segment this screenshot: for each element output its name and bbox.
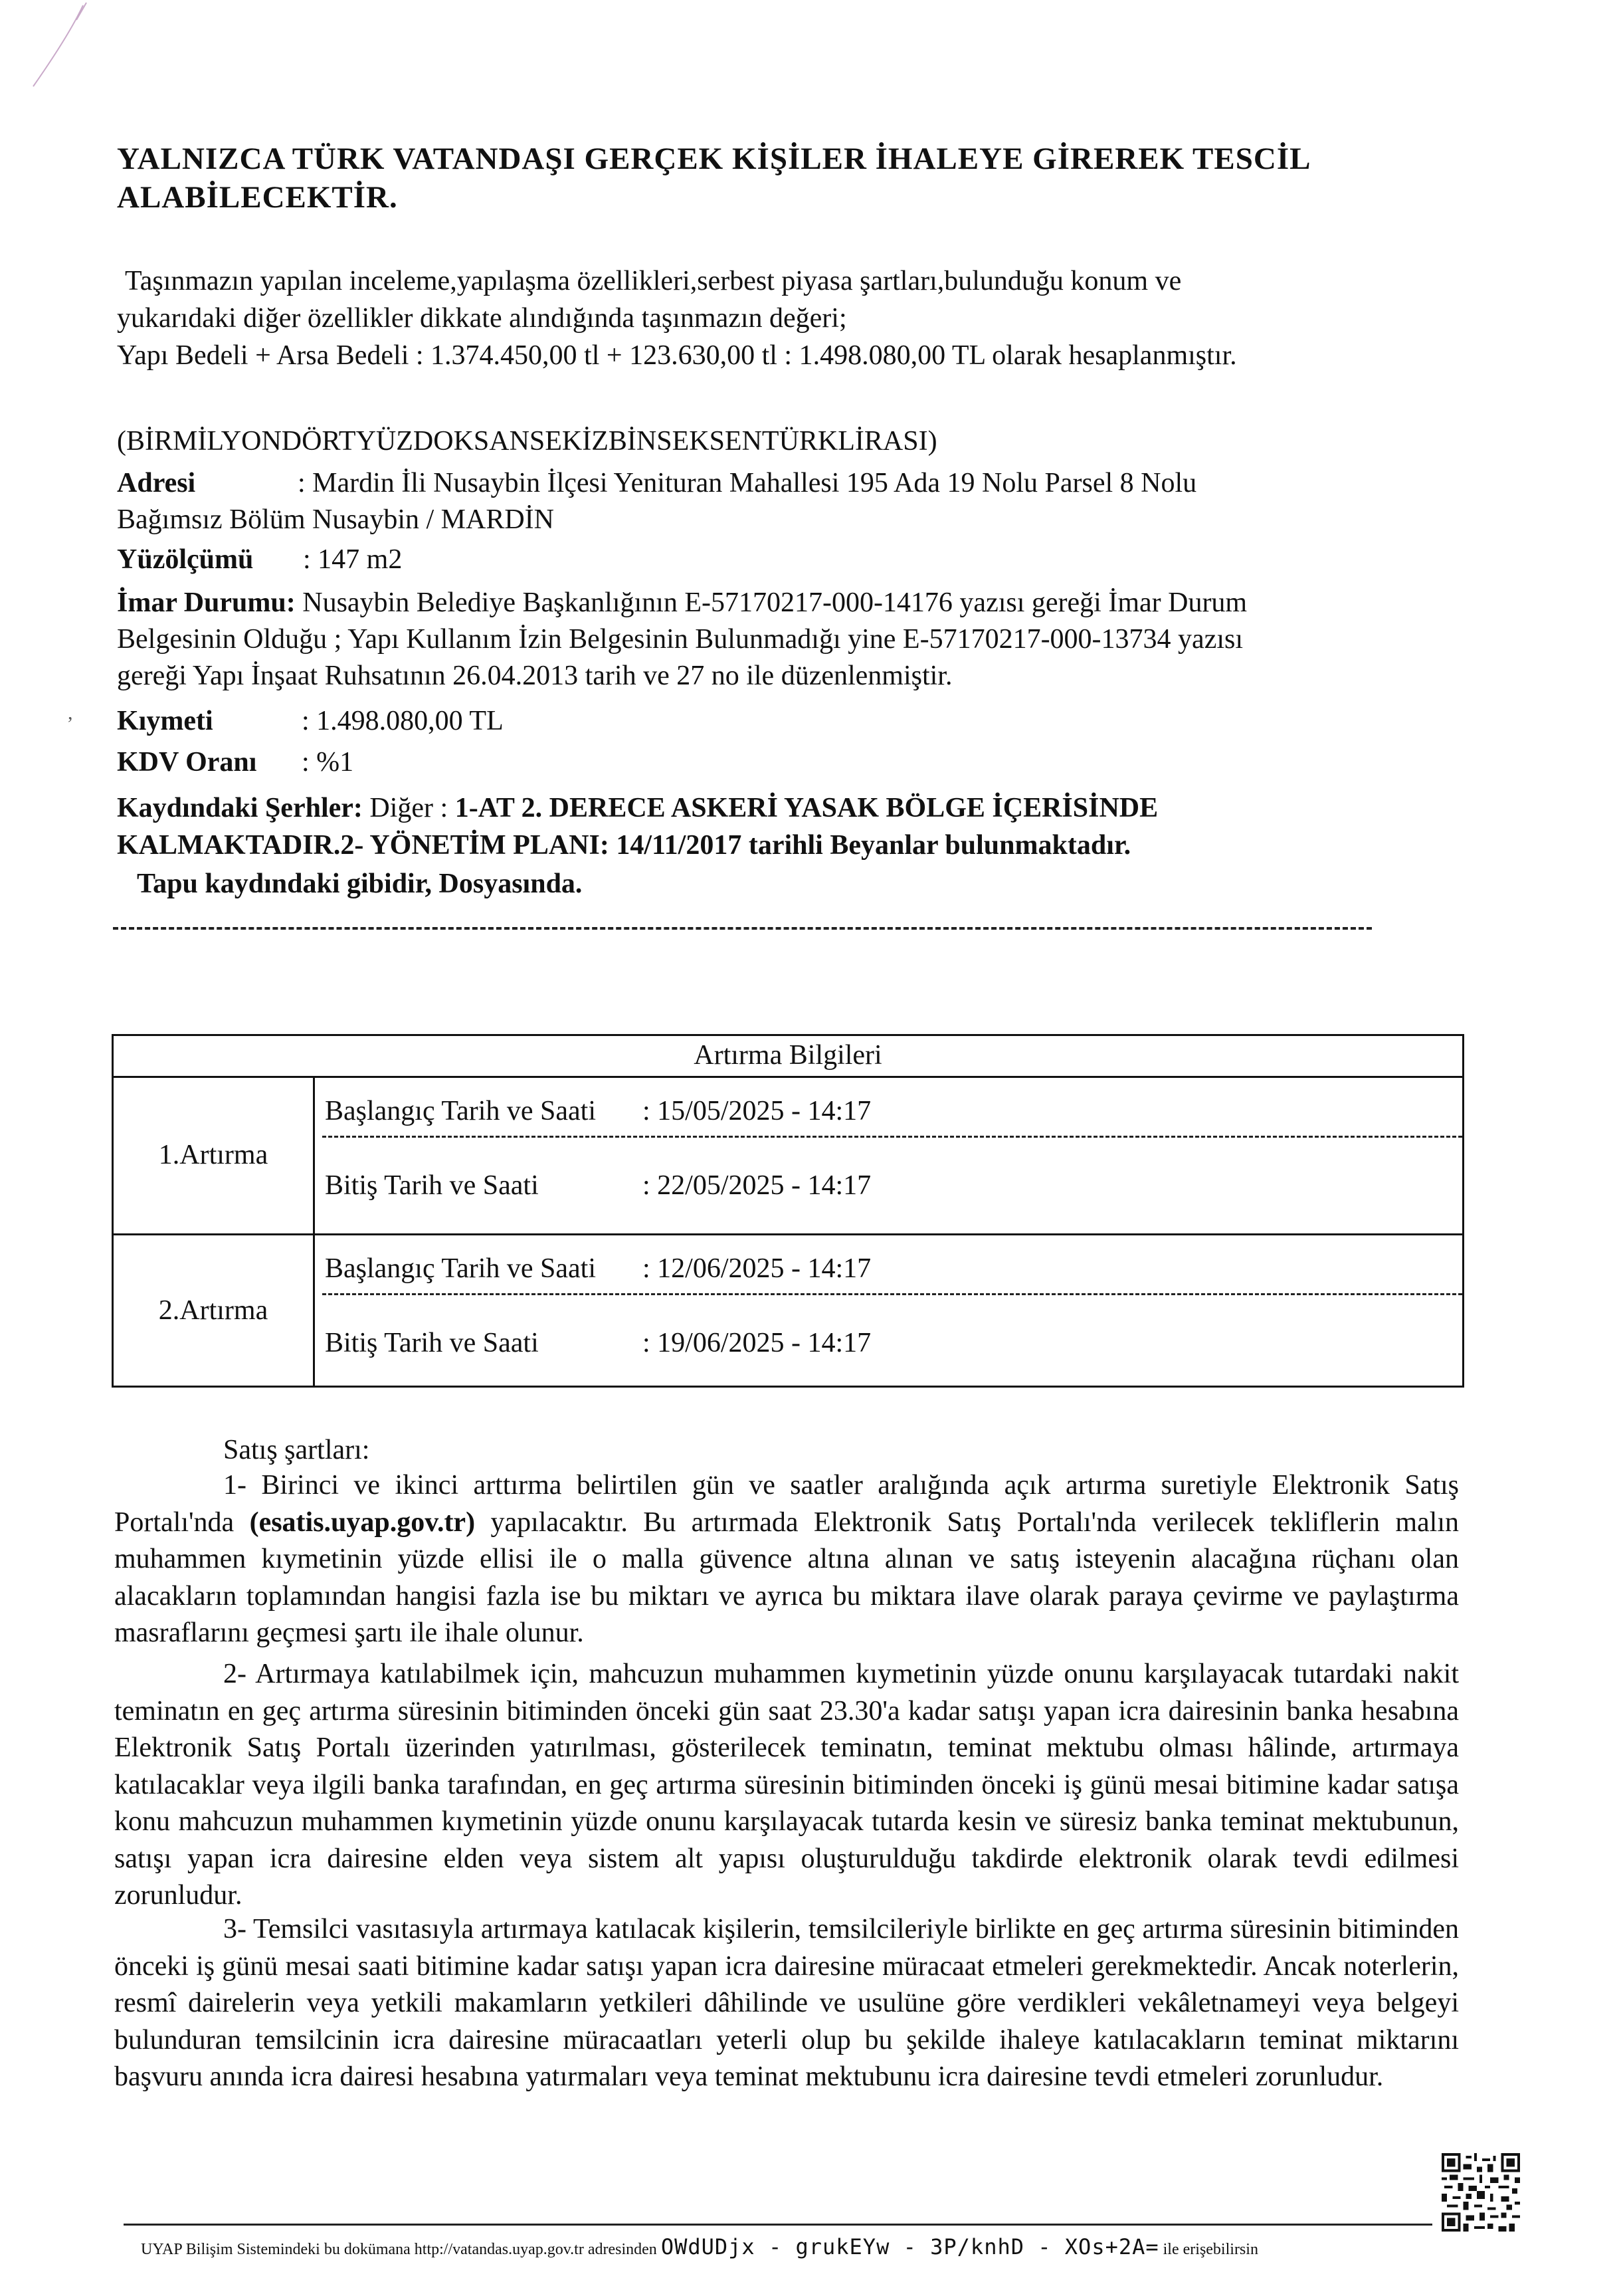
- serhler-label: Kaydındaki Şerhler:: [117, 793, 363, 823]
- start-value: : 15/05/2025 - 14:17: [642, 1096, 872, 1126]
- footer-rule: [124, 2224, 1432, 2226]
- footer-verification: [141, 2234, 1258, 2259]
- kiymet-label: Kıymeti: [117, 706, 213, 736]
- auction-row-1-label: 1.Artırma: [114, 1076, 315, 1233]
- auction-row-1: [114, 1076, 1462, 1235]
- warning-header: [117, 140, 1379, 217]
- adres-value-2: Bağımsız Bölüm Nusaybin / MARDİN: [117, 504, 554, 535]
- valuation-line-1: Taşınmazın yapılan inceleme,yapılaşma özellikleri,serbest piyasa şartları,bulunduğu konum ve: [125, 266, 1182, 296]
- end-label: Bitiş Tarih ve Saati: [325, 1328, 539, 1358]
- yuzolcumu-value: : 147 m2: [303, 544, 403, 575]
- auction-row-1-separator: [322, 1136, 1462, 1138]
- imar-value-2: Belgesinin Olduğu ; Yapı Kullanım İzin Belgesinin Bulunmadığı yine E-57170217-000-13734 yazısı: [117, 624, 1244, 655]
- auction-row-2-start: [325, 1252, 1456, 1285]
- auction-row-2: [114, 1233, 1462, 1388]
- adres-value-1: : Mardin İli Nusaybin İlçesi Yenituran Mahallesi 195 Ada 19 Nolu Parsel 8 Nolu: [298, 468, 1197, 498]
- serhler-value-c: KALMAKTADIR.2- YÖNETİM PLANI: 14/11/2017 tarihli Beyanlar bulunmaktadır.: [117, 830, 1131, 861]
- auction-row-2-label: 2.Artırma: [114, 1233, 315, 1388]
- tapu-note: Tapu kaydındaki gibidir, Dosyasında.: [137, 869, 583, 899]
- scan-stray-mark: ,: [68, 702, 73, 724]
- condition-1-text-a: 1- Birinci ve ikinci arttırma belirtilen gün ve saatler aralığında açık artırma suretiyle Elektronik Satış Portalı'nda: [114, 1470, 1459, 1538]
- valuation-line-3: Yapı Bedeli + Arsa Bedeli : 1.374.450,00 tl + 123.630,00 tl : 1.498.080,00 TL olarak hesaplanmıştır.: [117, 340, 1237, 371]
- condition-2: 2- Artırmaya katılabilmek için, mahcuzun muhammen kıymetinin yüzde onunu karşılayacak tutardaki nakit teminatın en geç artırma süresinin bitiminden önceki gün saat 23.30'a kadar satışı yapan icra dairesinin banka hesabına Elektronik Satış Portalı üzerinden yatırılması, gösterilecek teminatın, teminat mektubu olması hâlinde, artırmaya katılacaklar veya ilgili banka tarafından, en geç artırma süresinin bitiminden önceki iş günü mesai bitimine kadar satışa konu mahcuzun muhammen kıymetinin yüzde onunu karşılayacak tutarda kesin ve süresiz banka teminat mektubunun, satışı yapan icra dairesine elden veya sistem alt yapısı oluşturulduğu takdirde elektronik olarak tevdi edilmesi zorunludur.: [114, 1659, 1459, 1911]
- kiymet-value: : 1.498.080,00 TL: [302, 706, 504, 736]
- footer-text-before: UYAP Bilişim Sistemindeki bu dokümana http://vatandas.uyap.gov.tr adresinden: [141, 2241, 661, 2258]
- sales-conditions-heading: Satış şartları:: [223, 1435, 370, 1465]
- auction-table-title: Artırma Bilgileri: [114, 1036, 1462, 1078]
- field-imar-durumu: [117, 585, 1439, 694]
- esatis-link[interactable]: (esatis.uyap.gov.tr): [249, 1507, 476, 1538]
- valuation-paragraph: [117, 262, 1439, 374]
- auction-row-1-end: [325, 1169, 1456, 1202]
- start-label: Başlangıç Tarih ve Saati: [325, 1253, 597, 1284]
- adres-label: Adresi: [117, 468, 196, 498]
- start-value: : 12/06/2025 - 14:17: [642, 1253, 872, 1284]
- start-label: Başlangıç Tarih ve Saati: [325, 1096, 597, 1126]
- kdv-value: : %1: [302, 747, 354, 778]
- footer-text-after: ile erişebilirsin: [1159, 2241, 1258, 2258]
- imar-value-3: gereği Yapı İnşaat Ruhsatının 26.04.2013 tarih ve 27 no ile düzenlenmiştir.: [117, 661, 953, 691]
- scan-corner-mark: [20, 0, 100, 93]
- warning-line-2: ALABİLECEKTİR.: [117, 180, 398, 215]
- end-value: : 19/06/2025 - 14:17: [642, 1328, 872, 1358]
- condition-3: 3- Temsilci vasıtasıyla artırmaya katılacak kişilerin, temsilcileriyle birlikte en geç artırma süresinin bitiminden önceki iş günü mesai saati bitimine kadar satışı yapan icra dairesine müracaat etmeleri gerekmektedir. Ancak noterlerin, resmî dairelerin veya yetkili makamların yetkileri dâhilinde ve usulüne göre verdikleri vekâletnameyi veya belgeyi bulunduran temsilcinin icra dairesine müracaatları yeterli olup bu şekilde ihaleye katılacakların teminat miktarını başvuru anında icra dairesi hesabına yatırmaları veya teminat mektubunu icra dairesine tevdi etmeleri zorunludur.: [114, 1914, 1459, 2092]
- auction-row-2-separator: [322, 1293, 1462, 1295]
- condition-1: [114, 1467, 1459, 1652]
- condition-1-text-b: yapılacaktır. Bu artırmada Elektronik Satış Portalı'nda verilecek tekliflerin malın muhammen kıymetinin yüzde ellisi ile o malla güvence altına alınan ve satış isteyenin alacağına rüçhanı olan alacakların toplamından hangisi fazla ise bu miktarı ve ayrıca bu miktara ilave olarak paraya çevirme ve paylaştırma masraflarını geçmesi şartı ile ihale olunur.: [114, 1507, 1459, 1648]
- section-divider: [113, 927, 1372, 930]
- end-label: Bitiş Tarih ve Saati: [325, 1170, 539, 1201]
- auction-table: [112, 1034, 1464, 1388]
- imar-label: İmar Durumu:: [117, 587, 296, 618]
- footer-code: OWdUDjx - grukEYw - 3P/knhD - XOs+2A=: [660, 2234, 1159, 2259]
- kdv-label: KDV Oranı: [117, 747, 257, 778]
- yuzolcumu-label: Yüzölçümü: [117, 544, 254, 575]
- field-kdv-orani: [117, 744, 1439, 781]
- field-yuzolcumu: [117, 542, 1439, 578]
- field-adres: [117, 465, 1439, 538]
- warning-line-1: YALNIZCA TÜRK VATANDAŞI GERÇEK KİŞİLER İHALEYE GİREREK TESCİL: [117, 142, 1311, 176]
- valuation-line-2: yukarıdaki diğer özellikler dikkate alındığında taşınmazın değeri;: [117, 303, 847, 334]
- field-serhler: [117, 789, 1439, 864]
- field-kiymet: [117, 703, 1439, 740]
- serhler-value-a: Diğer :: [362, 793, 455, 823]
- auction-row-1-start: [325, 1095, 1456, 1128]
- imar-value-1: Nusaybin Belediye Başkanlığının E-57170217-000-14176 yazısı gereği İmar Durum: [295, 587, 1248, 618]
- auction-row-2-end: [325, 1326, 1456, 1360]
- amount-in-words: (BİRMİLYONDÖRTYÜZDOKSANSEKİZBİNSEKSENTÜRKLİRASI): [117, 426, 937, 457]
- serhler-value-b: 1-AT 2. DERECE ASKERİ YASAK BÖLGE İÇERİSİNDE: [454, 793, 1159, 823]
- qr-code-icon: [1442, 2153, 1520, 2232]
- end-value: : 22/05/2025 - 14:17: [642, 1170, 872, 1201]
